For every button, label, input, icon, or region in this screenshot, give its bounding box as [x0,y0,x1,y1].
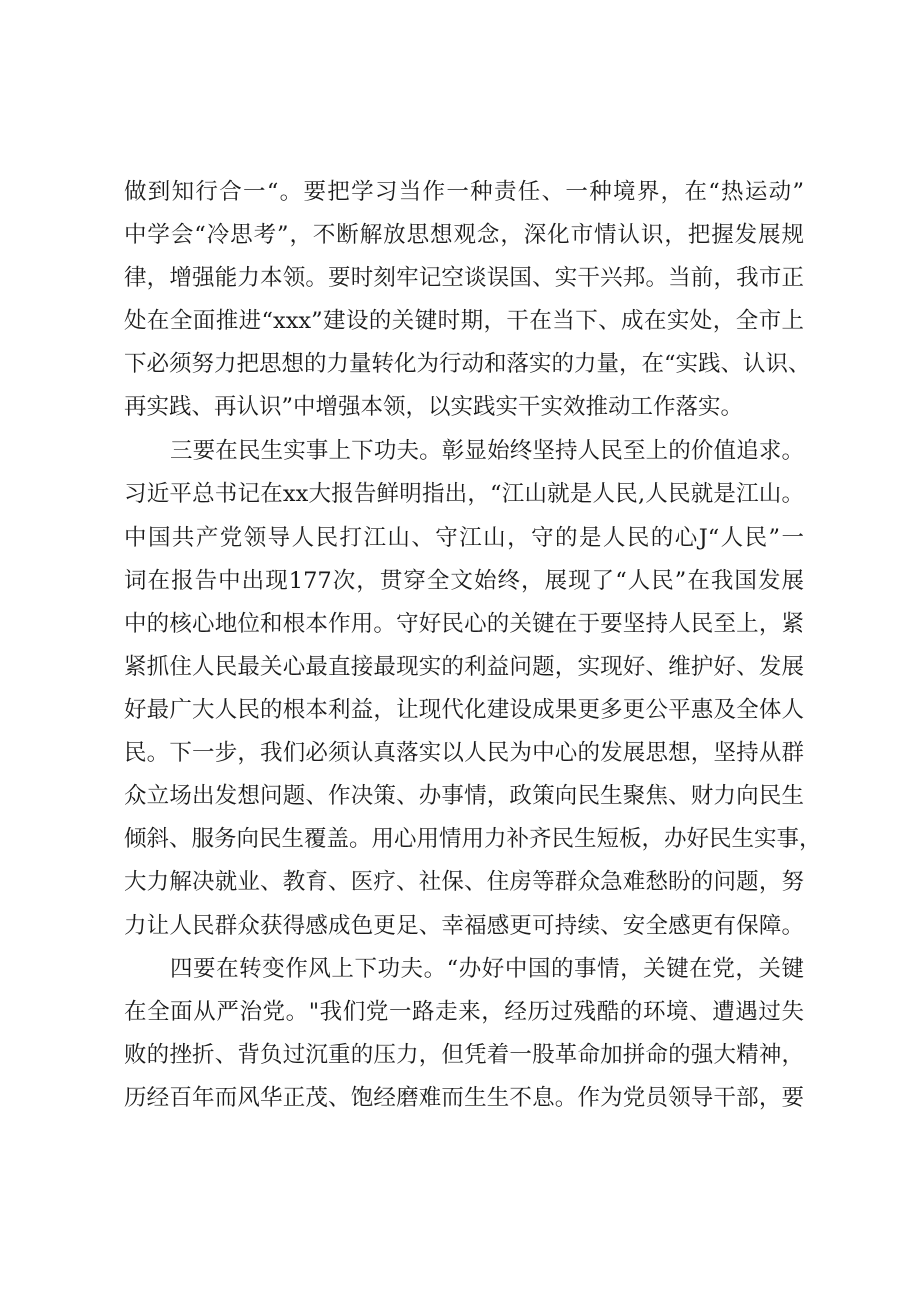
text-line: 大力解决就业、教育、医疗、社保、住房等群众急难愁盼的问题，努 [124,869,804,895]
paragraph-start-line: 四要在转变作风上下功夫。“办好中国的事情，关键在党，关键 [170,956,804,982]
text-line: 中的核心地位和根本作用。守好民心的关键在于要坚持人民至上，紧 [124,611,804,637]
text-line: 倾斜、服务向民生覆盖。用心用情用力补齐民生短板，办好民生实事， [124,826,822,852]
text-line: 民。下一步，我们必须认真落实以人民为中心的发展思想，坚持从群 [124,740,804,766]
text-line: 败的挫折、背负过沉重的压力，但凭着一股革命加拼命的强大精神， [124,1042,804,1068]
text-line: 历经百年而风华正茂、饱经磨难而生生不息。作为党员领导干部，要 [124,1085,804,1111]
paragraph-start-line: 三要在民生实事上下功夫。彰显始终坚持人民至上的价值追求。 [170,438,804,464]
text-line: 词在报告中出现177次，贯穿全文始终，展现了“人民”在我国发展 [124,568,804,594]
text-line: 紧抓住人民最关心最直接最现实的利益问题，实现好、维护好、发展 [124,654,804,680]
text-line: 在全面从严治党。"我们党一路走来，经历过残酷的环境、遭遇过失 [124,999,804,1025]
text-line: 中学会“冷思考”，不断解放思想观念，深化市情认识，把握发展规 [124,222,804,248]
text-line: 众立场出发想问题、作决策、办事情，政策向民生聚焦、财力向民生 [124,783,804,809]
text-line: 处在全面推进“xxx”建设的关键时期，干在当下、成在实处，全市上 [124,308,804,334]
text-line: 中国共产党领导人民打江山、守江山，守的是人民的心J“人民”一 [124,525,804,551]
text-line: 做到知行合一“。要把学习当作一种责任、一种境界，在“热运动” [124,179,804,205]
text-line: 力让人民群众获得感成色更足、幸福感更可持续、安全感更有保障。 [124,913,804,939]
text-line: 律，增强能力本领。要时刻牢记空谈误国、实干兴邦。当前，我市正 [124,265,804,291]
text-line: 再实践、再认识”中增强本领，以实践实干实效推动工作落实。 [124,394,744,420]
text-line: 下必须努力把思想的力量转化为行动和落实的力量，在“实践、认识、 [124,351,811,377]
text-line: 好最广大人民的根本利益，让现代化建设成果更多更公平惠及全体人 [124,697,804,723]
text-line: 习近平总书记在xx大报告鲜明指出，“江山就是人民,人民就是江山。 [124,481,804,507]
